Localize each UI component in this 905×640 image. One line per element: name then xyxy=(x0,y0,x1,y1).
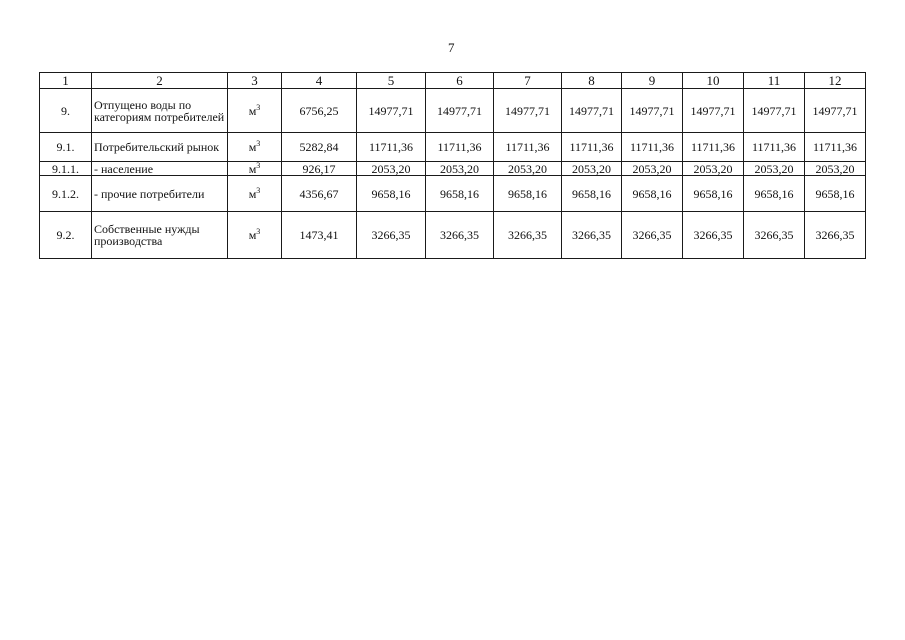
table-cell: 14977,71 xyxy=(562,89,622,133)
table-cell: 11711,36 xyxy=(562,133,622,162)
row-name: - прочие потребители xyxy=(92,176,228,212)
table-cell: 11711,36 xyxy=(357,133,426,162)
table-cell: 3266,35 xyxy=(562,212,622,259)
column-header: 8 xyxy=(562,73,622,89)
unit-exponent: 3 xyxy=(256,227,261,236)
column-header: 1 xyxy=(40,73,92,89)
table-cell: 14977,71 xyxy=(357,89,426,133)
table-cell: 9658,16 xyxy=(494,176,562,212)
table-row xyxy=(40,133,866,162)
table-cell: 6756,25 xyxy=(282,89,357,133)
table-cell: 9658,16 xyxy=(622,176,683,212)
table-cell: 11711,36 xyxy=(622,133,683,162)
table-cell: 3266,35 xyxy=(494,212,562,259)
unit-base: м xyxy=(248,140,257,154)
table-cell: 3266,35 xyxy=(357,212,426,259)
table-cell: 9658,16 xyxy=(426,176,494,212)
table-cell: 9658,16 xyxy=(683,176,744,212)
table-cell: 2053,20 xyxy=(805,162,866,176)
column-header: 9 xyxy=(622,73,683,89)
table-cell: 14977,71 xyxy=(494,89,562,133)
row-name: Отпущено воды по категориям потребителей xyxy=(92,89,228,133)
column-header: 11 xyxy=(744,73,805,89)
table-cell: 11711,36 xyxy=(744,133,805,162)
table-cell: 2053,20 xyxy=(494,162,562,176)
data-table xyxy=(39,72,866,259)
row-name: Собственные нужды производства xyxy=(92,212,228,259)
table-cell: 3266,35 xyxy=(622,212,683,259)
row-number: 9.1. xyxy=(40,133,92,162)
page-number: 7 xyxy=(448,40,455,55)
table-cell: 2053,20 xyxy=(744,162,805,176)
table-cell: 14977,71 xyxy=(622,89,683,133)
row-number: 9.1.2. xyxy=(40,176,92,212)
unit-base: м xyxy=(248,161,257,176)
table-cell: 2053,20 xyxy=(357,162,426,176)
column-header: 2 xyxy=(92,73,228,89)
table-cell: 11711,36 xyxy=(494,133,562,162)
table-cell: 14977,71 xyxy=(805,89,866,133)
column-header: 10 xyxy=(683,73,744,89)
row-name: Потребительский рынок xyxy=(92,133,228,162)
row-unit xyxy=(228,133,282,162)
row-number: 9.2. xyxy=(40,212,92,259)
table-cell: 3266,35 xyxy=(744,212,805,259)
row-unit xyxy=(228,212,282,259)
table-cell: 5282,84 xyxy=(282,133,357,162)
unit-exponent: 3 xyxy=(256,185,261,195)
table-cell: 9658,16 xyxy=(805,176,866,212)
unit-base: м xyxy=(248,103,257,118)
table-cell: 3266,35 xyxy=(805,212,866,259)
column-header: 5 xyxy=(357,73,426,89)
table-cell: 11711,36 xyxy=(426,133,494,162)
row-unit xyxy=(228,89,282,133)
table-cell: 9658,16 xyxy=(562,176,622,212)
table-cell: 14977,71 xyxy=(744,89,805,133)
table-cell: 1473,41 xyxy=(282,212,357,259)
table-cell: 11711,36 xyxy=(805,133,866,162)
table-cell: 2053,20 xyxy=(683,162,744,176)
unit-exponent: 3 xyxy=(256,102,261,112)
table-cell: 9658,16 xyxy=(744,176,805,212)
table-cell: 11711,36 xyxy=(683,133,744,162)
table-cell: 926,17 xyxy=(282,162,357,176)
column-header: 3 xyxy=(228,73,282,89)
column-header: 4 xyxy=(282,73,357,89)
unit-exponent: 3 xyxy=(256,139,261,148)
header-row xyxy=(40,73,866,89)
table-cell: 9658,16 xyxy=(357,176,426,212)
row-name: - население xyxy=(92,162,228,176)
table-cell: 2053,20 xyxy=(426,162,494,176)
column-header: 7 xyxy=(494,73,562,89)
table-cell: 2053,20 xyxy=(562,162,622,176)
table-row xyxy=(40,176,866,212)
row-unit xyxy=(228,162,282,176)
row-unit xyxy=(228,176,282,212)
column-header: 6 xyxy=(426,73,494,89)
table-row xyxy=(40,89,866,133)
table-row xyxy=(40,162,866,176)
table-cell: 2053,20 xyxy=(622,162,683,176)
column-header: 12 xyxy=(805,73,866,89)
table-cell: 3266,35 xyxy=(683,212,744,259)
unit-exponent: 3 xyxy=(256,161,261,170)
table-row xyxy=(40,212,866,259)
unit-base: м xyxy=(248,186,257,201)
table-cell: 4356,67 xyxy=(282,176,357,212)
table-cell: 14977,71 xyxy=(426,89,494,133)
row-number: 9. xyxy=(40,89,92,133)
row-number: 9.1.1. xyxy=(40,162,92,176)
table-cell: 14977,71 xyxy=(683,89,744,133)
unit-base: м xyxy=(248,228,257,242)
table-cell: 3266,35 xyxy=(426,212,494,259)
